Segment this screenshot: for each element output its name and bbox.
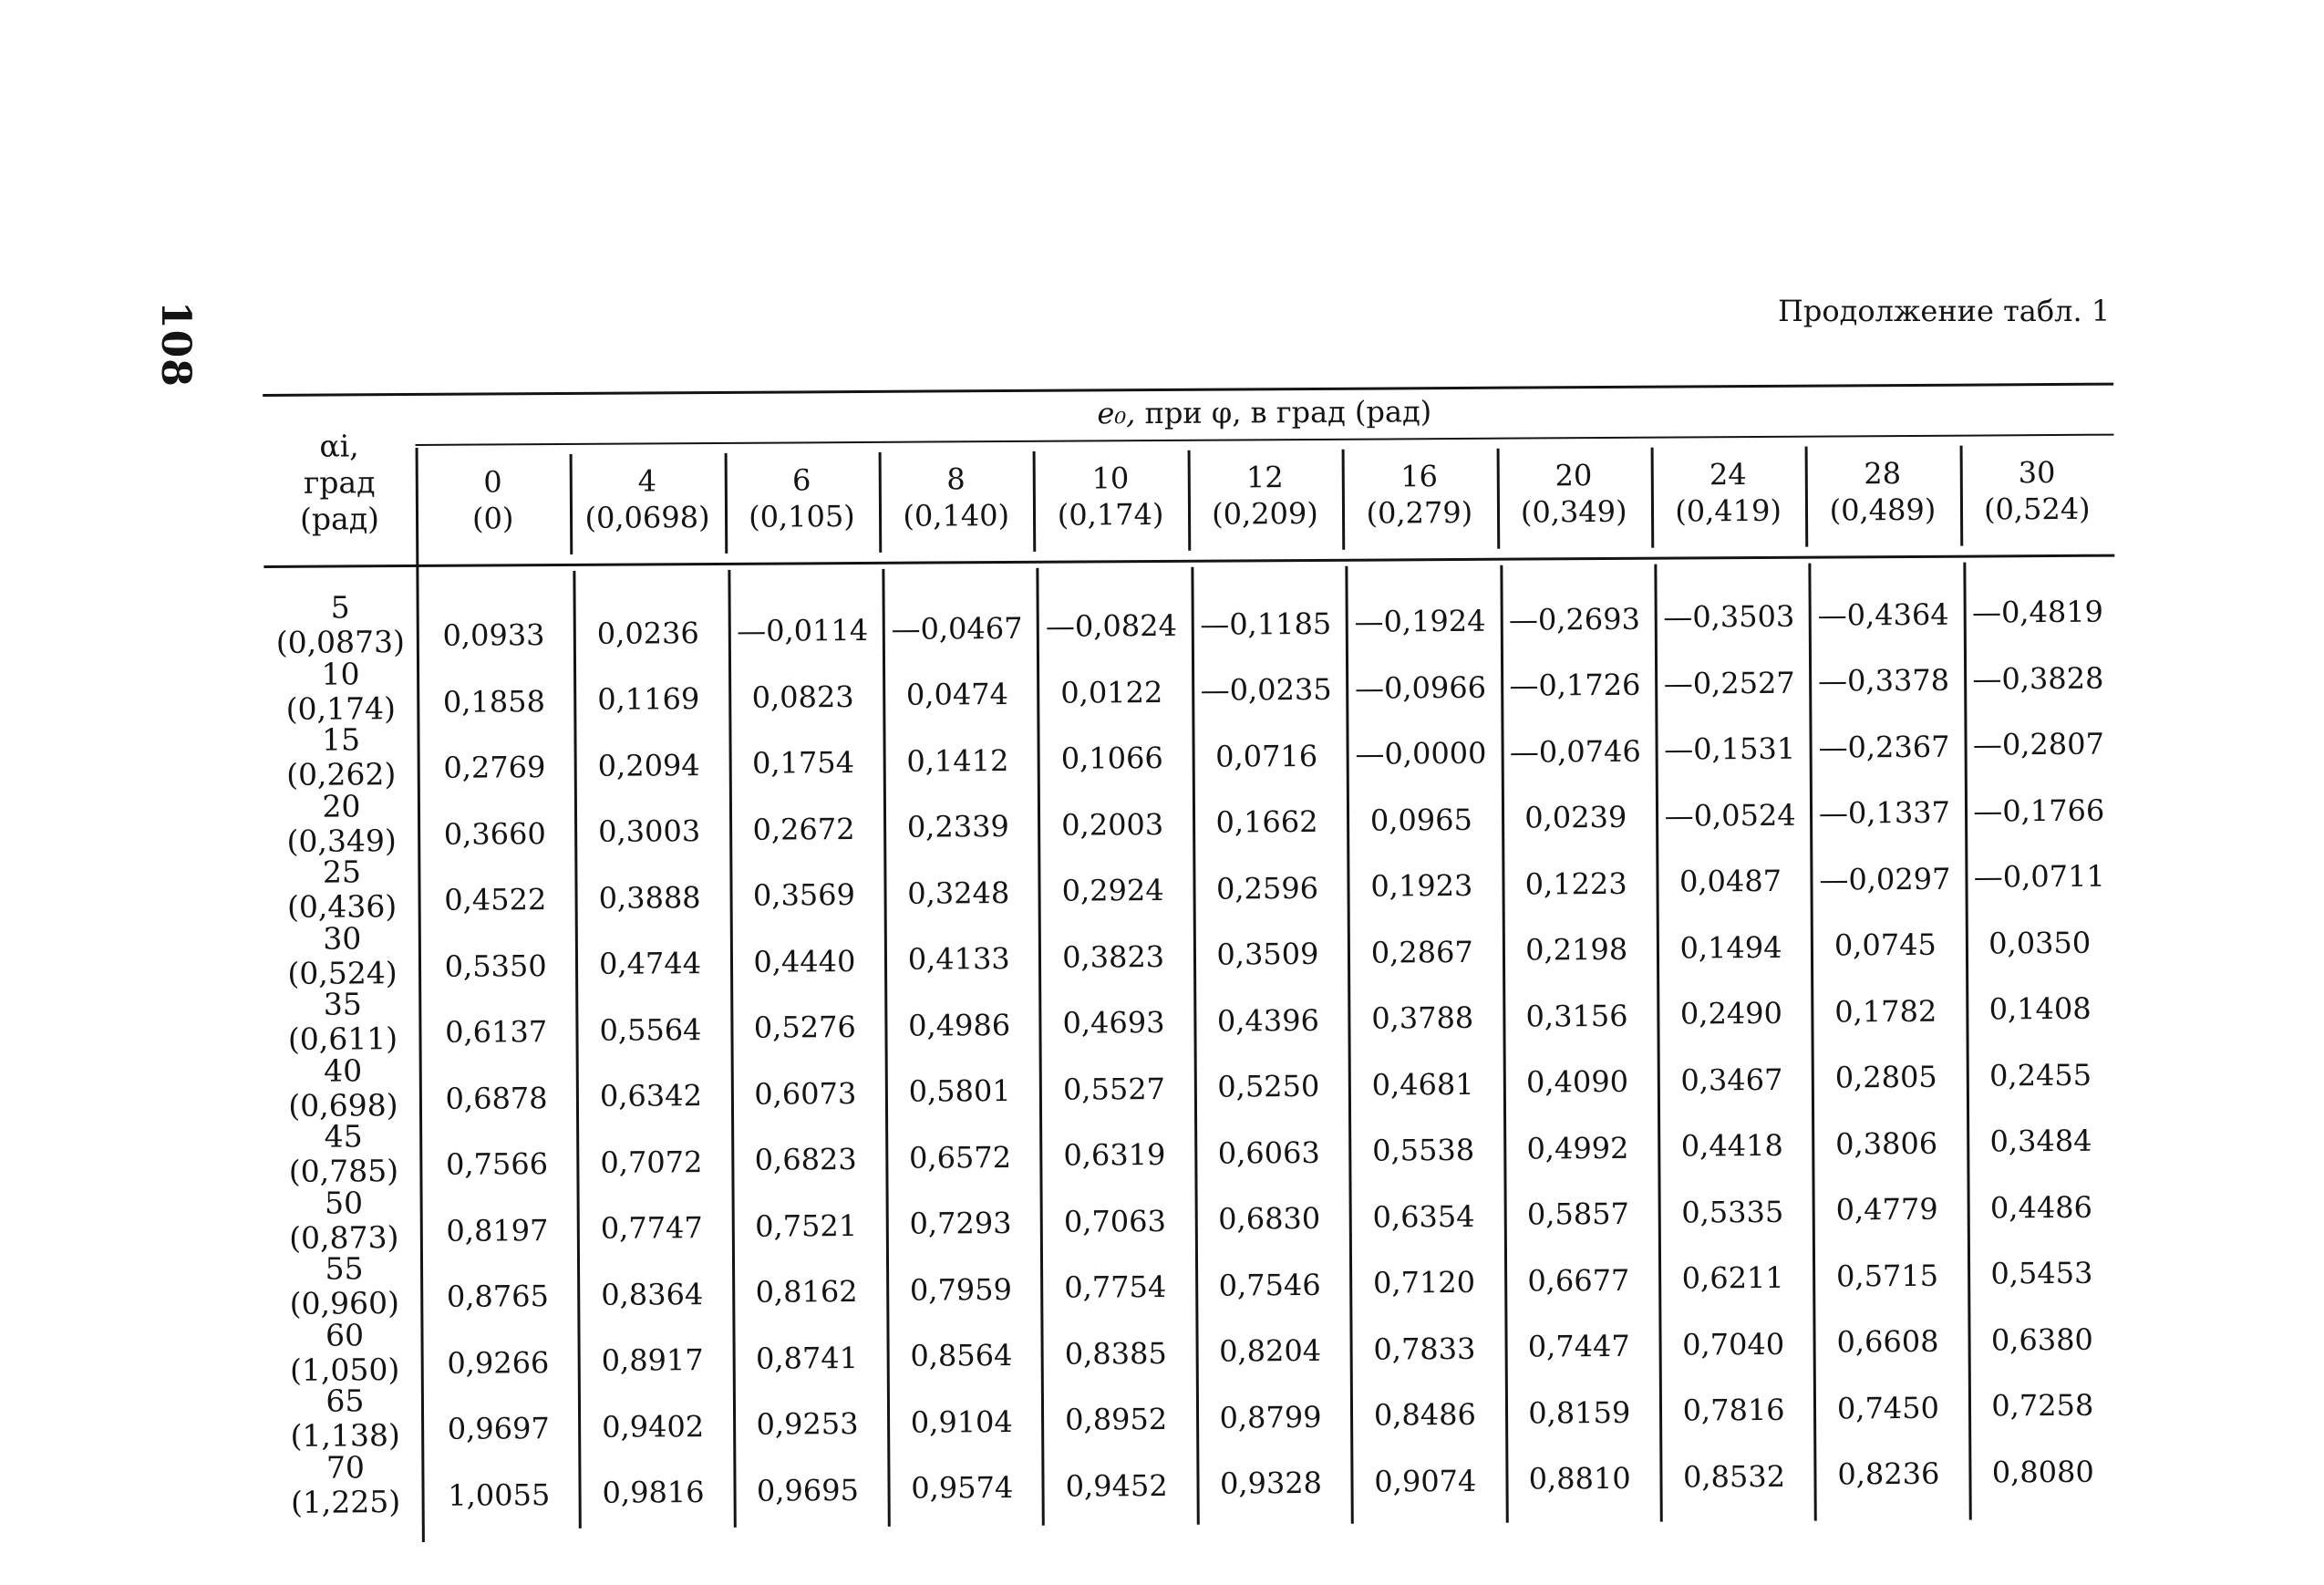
page-number: 108 (152, 301, 199, 388)
table-cell: 0,6073 (754, 1075, 857, 1112)
table-cell: 0,3660 (443, 815, 546, 852)
column-divider (1809, 564, 1817, 1521)
row-label-degrees: 20 (322, 787, 361, 824)
table-cell: —0,0297 (1819, 861, 1951, 897)
table-cell: 0,8159 (1528, 1394, 1631, 1431)
table-cell: 0,6878 (445, 1080, 548, 1116)
table-cell: 0,4396 (1216, 1002, 1319, 1039)
table-cell: 0,4681 (1371, 1066, 1474, 1103)
row-label (264, 656, 417, 726)
table-cell: 0,9402 (602, 1408, 705, 1445)
table-cell: 0,8564 (910, 1337, 1013, 1373)
table-cell: —0,0524 (1664, 797, 1796, 834)
table-cell: —0,0114 (737, 612, 869, 648)
table-cell: 0,6380 (1990, 1321, 2093, 1357)
table-cell: —0,3378 (1817, 662, 1950, 699)
column-header-radians: (0) (471, 501, 514, 536)
table-cell: 0,7546 (1218, 1267, 1321, 1303)
table-cell: 0,7747 (600, 1210, 703, 1246)
row-label (264, 590, 417, 660)
table-cell: —0,2693 (1508, 601, 1641, 637)
table-cell: 0,3569 (752, 877, 856, 913)
table-cell: 0,0236 (596, 615, 699, 651)
table-cell: 0,8532 (1682, 1458, 1786, 1495)
row-label-radians: (0,0873) (275, 624, 406, 660)
column-header-degrees: 10 (1091, 461, 1130, 496)
table-cell: 0,7833 (1373, 1331, 1476, 1367)
row-label-radians: (0,611) (287, 1020, 398, 1057)
table-cell: 0,8364 (601, 1276, 704, 1312)
table-cell: 0,5350 (444, 948, 547, 984)
table-cell: 0,4522 (444, 882, 547, 917)
table-cell: 0,2003 (1061, 806, 1164, 843)
data-table (263, 354, 2121, 1541)
table-cell: 0,2672 (752, 811, 855, 847)
table-cell: 0,4779 (1835, 1191, 1938, 1228)
column-divider (1963, 563, 1971, 1520)
column-header-degrees: 20 (1554, 458, 1593, 493)
row-label-degrees: 65 (325, 1383, 365, 1419)
row-label-radians: (1,138) (290, 1417, 400, 1454)
table-cell: 0,4418 (1680, 1127, 1783, 1164)
table-cell: —0,4364 (1817, 596, 1949, 633)
table-cell: 0,9695 (756, 1472, 860, 1508)
table-cell: 0,0716 (1215, 738, 1318, 774)
table-cell: 0,4744 (598, 946, 702, 981)
table-cell: 0,4133 (907, 941, 1010, 977)
table-cell: 0,2867 (1370, 934, 1473, 970)
row-label (268, 1185, 420, 1255)
table-cell: 0,6608 (1836, 1323, 1939, 1360)
row-header (263, 428, 416, 538)
table-cell: 0,1858 (442, 683, 546, 720)
column-header (1651, 456, 1806, 548)
table-cell: 0,1494 (1679, 929, 1782, 966)
column-header (416, 463, 571, 555)
table-cell: 0,3806 (1835, 1125, 1938, 1161)
table-cell: 1,0055 (448, 1476, 551, 1513)
table-cell: 0,7293 (909, 1205, 1012, 1241)
table-cell: 0,3003 (598, 813, 701, 849)
table-cell: 0,0474 (905, 677, 1009, 712)
table-cell: 0,9328 (1219, 1465, 1323, 1501)
column-header-degrees: 6 (791, 462, 811, 498)
parameter-text: при φ, в град (рад) (1144, 394, 1432, 431)
table-cell: 0,5250 (1217, 1068, 1320, 1104)
table-cell: 0,6137 (445, 1014, 548, 1050)
table-cell: —0,0000 (1355, 735, 1487, 772)
table-cell: 0,6677 (1527, 1262, 1630, 1299)
table-cell: 0,7754 (1064, 1269, 1167, 1305)
table-cell: —0,4819 (1971, 594, 2104, 630)
table-cell: 0,7816 (1682, 1392, 1785, 1428)
table-cell: 0,8080 (1991, 1454, 2094, 1489)
table-cell: 0,7447 (1527, 1328, 1630, 1364)
table-cell: 0,2455 (1988, 1057, 2092, 1093)
table-cell: 0,5453 (1990, 1255, 2093, 1291)
table-cell: 0,8799 (1219, 1399, 1322, 1435)
row-label (269, 1449, 421, 1519)
column-header-degrees: 28 (1864, 456, 1902, 492)
table-cell: 0,2094 (597, 747, 700, 783)
column-header-radians: (0,174) (1057, 496, 1164, 533)
table-cell: 0,3788 (1371, 1000, 1474, 1036)
table-cell: 0,4992 (1526, 1130, 1629, 1166)
row-label-degrees: 40 (324, 1051, 363, 1089)
column-header-radians: (0,140) (903, 498, 1010, 534)
table-cell: 0,2490 (1679, 995, 1783, 1031)
row-label (266, 920, 418, 990)
table-cell: —0,1531 (1664, 730, 1796, 767)
table-cell: 0,7072 (600, 1144, 703, 1180)
table-cell: 0,2769 (443, 750, 546, 785)
table-cell: —0,3503 (1663, 598, 1795, 635)
row-label-radians: (0,960) (289, 1285, 400, 1321)
row-label (267, 1052, 419, 1123)
column-header (570, 462, 725, 554)
table-cell: 0,8197 (446, 1212, 549, 1248)
row-label-radians: (0,349) (286, 822, 397, 859)
row-label-radians: (0,174) (285, 689, 397, 727)
column-divider (1346, 566, 1354, 1524)
row-label-degrees: 55 (325, 1250, 364, 1287)
row-label-degrees: 10 (321, 655, 360, 692)
table-cell: 0,7258 (1991, 1387, 2094, 1424)
table-cell: 0,6211 (1681, 1259, 1784, 1296)
table-cell: 0,0745 (1833, 927, 1937, 963)
table-cell: —0,3828 (1972, 660, 2104, 697)
table-cell: 0,6354 (1372, 1198, 1475, 1235)
table-cell: 0,0823 (751, 679, 854, 715)
table-cell: 0,4440 (753, 943, 856, 979)
table-cell: 0,8486 (1373, 1396, 1476, 1433)
table-cell: 0,8917 (601, 1342, 704, 1378)
table-cell: 0,9816 (602, 1475, 705, 1510)
table-cell: —0,0746 (1509, 733, 1641, 770)
table-cell: —0,0824 (1045, 607, 1177, 644)
table-cell: —0,2367 (1818, 729, 1950, 765)
column-header-radians: (0,0698) (584, 500, 710, 535)
row-label-degrees: 35 (323, 986, 362, 1022)
table-cell: 0,7566 (445, 1146, 549, 1182)
table-cell: 0,9574 (911, 1469, 1014, 1506)
table-cell: 0,2198 (1525, 931, 1628, 968)
table-cell: —0,1766 (1973, 792, 2105, 829)
table-cell: 0,9104 (910, 1404, 1013, 1440)
table-cell: 0,5538 (1372, 1132, 1475, 1168)
table-cell: 0,4090 (1525, 1063, 1629, 1100)
column-header-degrees: 8 (946, 461, 966, 497)
table-cell: 0,1662 (1215, 803, 1318, 840)
row-header-unit-rad: (рад) (299, 501, 380, 537)
table-cell: —0,0467 (891, 610, 1023, 647)
table-cell: 0,2805 (1834, 1059, 1937, 1095)
column-header (1187, 459, 1342, 551)
table-cell: —0,1337 (1818, 794, 1951, 831)
table-cell: 0,0239 (1524, 799, 1627, 835)
row-label-radians: (0,262) (286, 756, 397, 792)
row-label-radians: (0,524) (287, 954, 398, 991)
table-cell: 0,8385 (1064, 1335, 1167, 1372)
table-cell: 0,0933 (442, 617, 545, 653)
table-cell: 0,1782 (1834, 993, 1937, 1029)
table-cell: —0,1185 (1200, 606, 1332, 642)
table-cell: 0,3888 (598, 879, 701, 916)
table-cell: 0,6823 (754, 1142, 857, 1177)
table-cell: 0,6572 (908, 1139, 1012, 1176)
table-cell: 0,2596 (1215, 870, 1319, 906)
table-cell: 0,3467 (1680, 1062, 1783, 1098)
table-cell: 0,3156 (1525, 998, 1628, 1034)
table-cell: 0,1223 (1524, 865, 1627, 902)
row-label-radians: (0,873) (289, 1218, 399, 1256)
row-label (268, 1317, 420, 1387)
table-cell: 0,6063 (1217, 1134, 1320, 1171)
table-cell: 0,5564 (599, 1011, 702, 1048)
column-header-degrees: 12 (1245, 460, 1284, 495)
table-cell: 0,7450 (1836, 1390, 1940, 1425)
table-cell: 0,1754 (751, 745, 855, 781)
row-header-symbol: αi, (319, 428, 359, 464)
column-header-radians: (0,489) (1829, 492, 1937, 528)
table-cell: 0,5801 (908, 1073, 1011, 1109)
table-cell: 0,9697 (447, 1411, 550, 1446)
row-label (267, 1119, 419, 1189)
table-cell: —0,0966 (1354, 669, 1487, 706)
column-divider (1191, 567, 1199, 1525)
table-cell: 0,1408 (1988, 990, 2092, 1027)
row-label-degrees: 60 (325, 1316, 365, 1353)
table-cell: —0,2807 (1972, 726, 2104, 762)
table-cell: 0,3823 (1062, 938, 1165, 975)
column-divider (1037, 568, 1045, 1526)
column-header-radians: (0,524) (1983, 491, 2091, 527)
table-cell: 0,0122 (1060, 674, 1163, 710)
column-header-degrees: 0 (483, 464, 502, 500)
table-cell: 0,8204 (1219, 1332, 1322, 1369)
table-cell: 0,7120 (1372, 1264, 1476, 1300)
table-cell: 0,9074 (1374, 1463, 1477, 1499)
row-label-degrees: 25 (322, 854, 362, 890)
table-cell: 0,8810 (1528, 1460, 1631, 1497)
table-cell: 0,6342 (599, 1078, 703, 1114)
row-label (264, 722, 417, 792)
column-header-radians: (0,279) (1366, 494, 1473, 531)
row-label-radians: (1,050) (289, 1351, 400, 1388)
row-label-radians: (0,436) (286, 888, 398, 925)
table-cell: 0,4486 (1989, 1189, 2093, 1225)
column-header (1342, 458, 1497, 550)
column-header (1959, 454, 2114, 546)
row-label (266, 987, 418, 1057)
column-divider (1654, 565, 1662, 1522)
table-cell: 0,7959 (909, 1271, 1013, 1308)
row-label (265, 855, 418, 925)
table-cell: 0,3484 (1989, 1123, 2092, 1159)
header-bottom-rule (263, 554, 2114, 568)
table-cell: 0,3509 (1216, 936, 1319, 972)
column-header-degrees: 4 (637, 463, 657, 499)
table-caption: Продолжение табл. 1 (1778, 294, 2111, 328)
table-cell: 0,1923 (1370, 867, 1473, 904)
row-label-degrees: 50 (324, 1184, 364, 1221)
table-cell: 0,5527 (1062, 1071, 1166, 1107)
row-label-degrees: 30 (323, 919, 362, 957)
column-header (1496, 457, 1651, 549)
table-cell: 0,5715 (1835, 1258, 1939, 1293)
row-label-degrees: 5 (330, 589, 350, 626)
table-cell: 0,9452 (1065, 1467, 1168, 1504)
table-cell: 0,2924 (1061, 872, 1164, 908)
column-header (724, 461, 879, 554)
table-cell: 0,8236 (1837, 1456, 1940, 1492)
table-cell: 0,8952 (1065, 1401, 1168, 1437)
row-header-unit: град (303, 464, 376, 501)
column-header-radians: (0,209) (1212, 495, 1318, 532)
table-cell: 0,4986 (908, 1007, 1011, 1043)
table-cell: —0,2527 (1663, 665, 1795, 701)
table-cell: 0,9266 (447, 1344, 550, 1381)
table-cell: 0,7040 (1682, 1326, 1785, 1362)
table-cell: —0,1924 (1354, 603, 1486, 639)
table-cell: 0,1412 (906, 742, 1009, 779)
table-cell: —0,0711 (1973, 858, 2105, 895)
table-cell: 0,2339 (906, 809, 1009, 844)
column-header-radians: (0,349) (1520, 493, 1627, 530)
row-label (269, 1383, 421, 1454)
table-cell: 0,7521 (755, 1207, 858, 1244)
row-label (265, 788, 418, 858)
table-cell: 0,1169 (597, 681, 700, 717)
table-cell: 0,9253 (756, 1406, 859, 1442)
row-label-radians: (0,698) (288, 1086, 398, 1124)
row-label-degrees: 45 (324, 1118, 363, 1155)
table-cell: 0,4693 (1062, 1004, 1165, 1041)
column-header-radians: (0,105) (749, 499, 855, 534)
row-label-radians: (1,225) (290, 1483, 401, 1520)
table-cell: 0,3248 (907, 875, 1010, 911)
column-header (1805, 455, 1960, 547)
table-cell: 0,6319 (1063, 1136, 1166, 1173)
table-cell: 0,7063 (1063, 1203, 1166, 1239)
row-label-degrees: 70 (325, 1448, 366, 1486)
column-header-degrees: 16 (1400, 459, 1439, 494)
row-label-degrees: 15 (321, 721, 361, 758)
table-cell: 0,5857 (1526, 1196, 1630, 1232)
table-cell: 0,0965 (1369, 802, 1473, 838)
row-label-radians: (0,785) (288, 1153, 399, 1189)
column-divider (1500, 565, 1508, 1523)
column-header-degrees: 30 (2018, 454, 2056, 491)
column-header (1033, 460, 1188, 552)
table-cell: 0,5335 (1681, 1194, 1784, 1230)
column-header-degrees: 24 (1709, 457, 1747, 492)
table-cell: 0,0350 (1988, 925, 2092, 960)
table-cell: —0,1726 (1509, 667, 1641, 703)
parameter-symbol: e₀, (1097, 396, 1136, 431)
row-label (268, 1251, 420, 1321)
table-cell: 0,1066 (1060, 740, 1163, 776)
table-cell: —0,0235 (1200, 671, 1332, 708)
column-header (879, 461, 1034, 553)
table-cell: 0,0487 (1678, 863, 1782, 899)
table-cell: 0,8741 (755, 1340, 859, 1376)
column-header-radians: (0,419) (1675, 492, 1782, 529)
table-cell: 0,8162 (755, 1274, 858, 1310)
table-cell: 0,8765 (446, 1279, 550, 1314)
table-cell: 0,5276 (753, 1010, 856, 1045)
table-cell: 0,6830 (1218, 1200, 1321, 1237)
